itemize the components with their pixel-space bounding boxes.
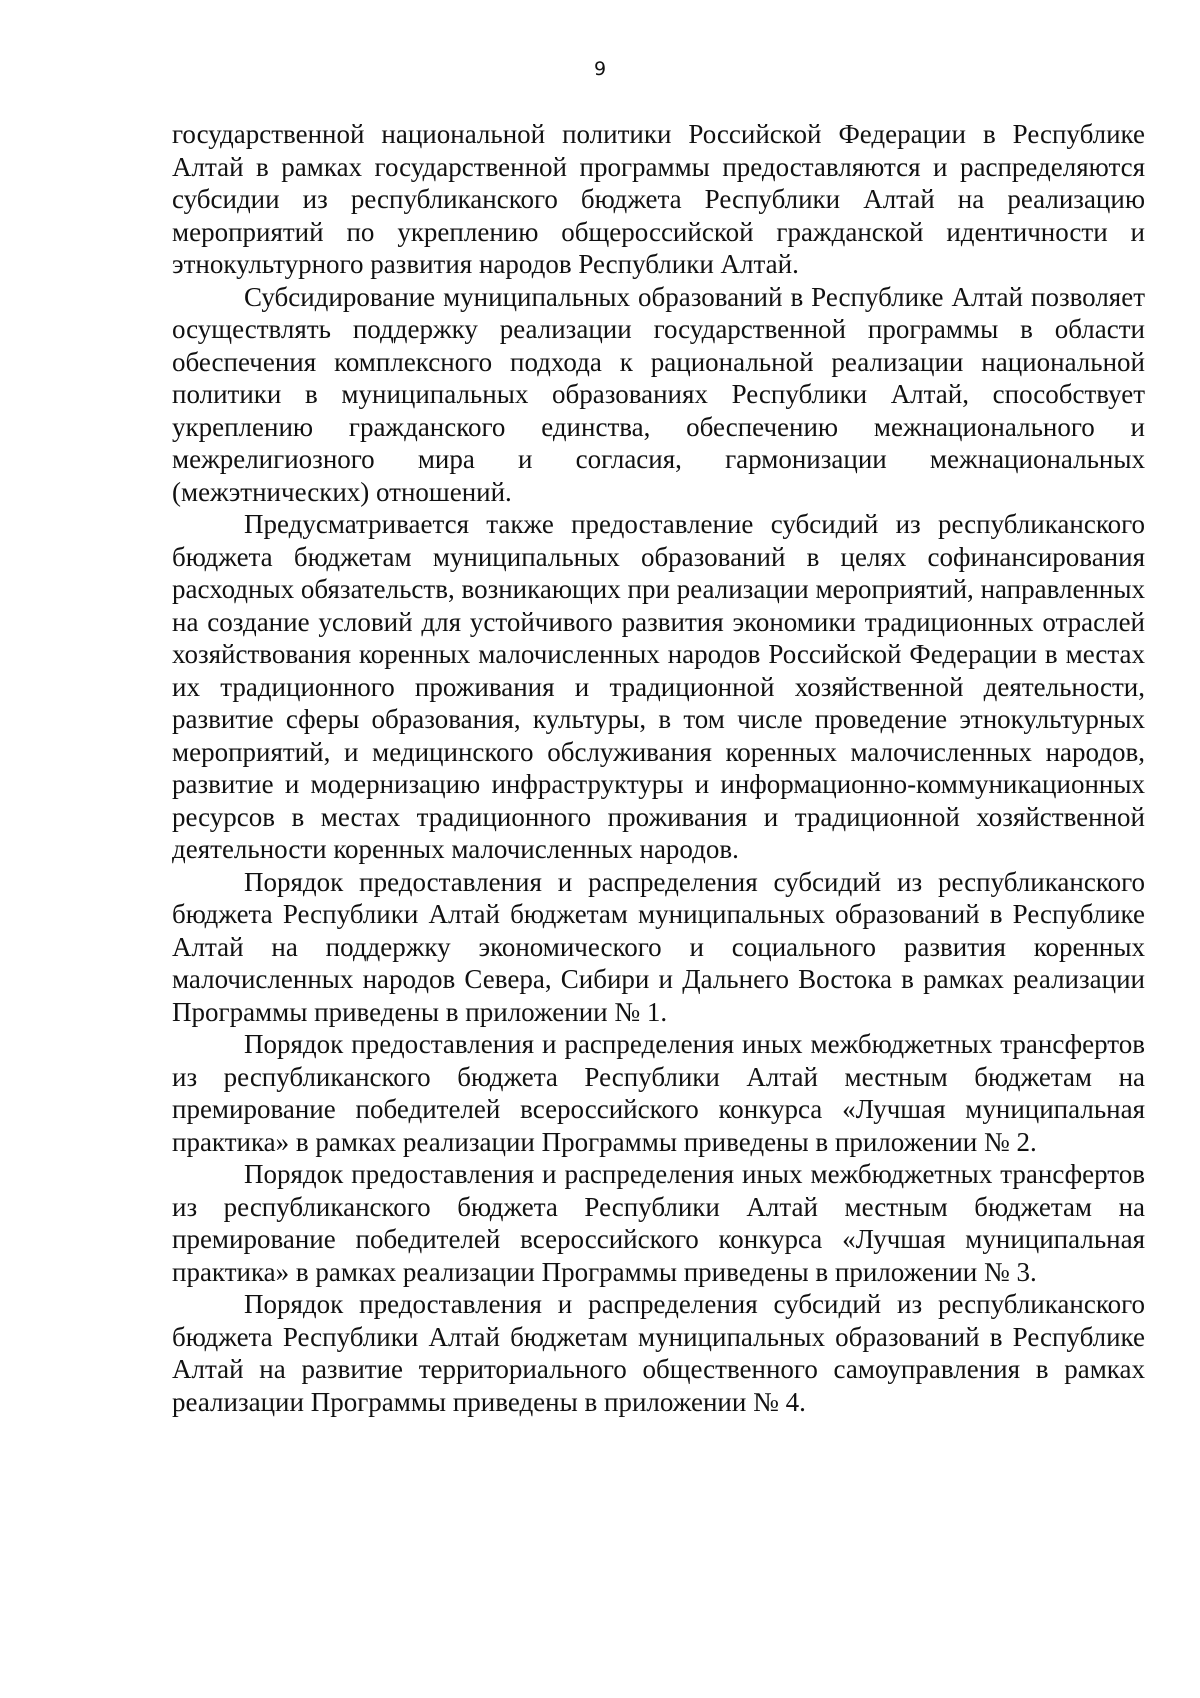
paragraph-4: Порядок предоставления и распределения субсидий из республиканского бюджета Республики Алтай бюджетам муниципальных образований в Республике Алтай на поддержку экономического и социального развития коренных малочисленных народов Севера, Сибири и Дальнего Востока в рамках реализации Программы приведены в приложении № 1. (172, 866, 1145, 1027)
page-number: 9 (593, 58, 607, 80)
paragraph-2: Субсидирование муниципальных образований в Республике Алтай позволяет осуществлять поддержку реализации государственной программы в области обеспечения комплексного подхода к рациональной реализации национальной политики в муниципальных образованиях Республики Алтай, способствует укреплению гражданского единства, обеспечению межнационального и межрелигиозного мира и согласия, гармонизации межнациональных (межэтнических) отношений. (172, 281, 1145, 507)
document-body (172, 118, 1145, 1418)
paragraph-3: Предусматривается также предоставление субсидий из республиканского бюджета бюджетам муниципальных образований в целях софинансирования расходных обязательств, возникающих при реализации мероприятий, направленных на создание условий для устойчивого развития экономики традиционных отраслей хозяйствования коренных малочисленных народов Российской Федерации в местах их традиционного проживания и традиционной хозяйственной деятельности, развитие сферы образования, культуры, в том числе проведение этнокультурных мероприятий, и медицинского обслуживания коренных малочисленных народов, развитие и модернизацию инфраструктуры и информационно-коммуникационных ресурсов в местах традиционного проживания и традиционной хозяйственной деятельности коренных малочисленных народов. (172, 509, 1145, 864)
paragraph-1: государственной национальной политики Российской Федерации в Республике Алтай в рамках государственной программы предоставляются и распределяются субсидии из республиканского бюджета Республики Алтай на реализацию мероприятий по укреплению общероссийской гражданской идентичности и этнокультурного развития народов Республики Алтай. (172, 119, 1145, 279)
paragraph-7: Порядок предоставления и распределения субсидий из республиканского бюджета Республики Алтай бюджетам муниципальных образований в Республике Алтай на развитие территориального общественного самоуправления в рамках реализации Программы приведены в приложении № 4. (172, 1289, 1145, 1417)
paragraph-5: Порядок предоставления и распределения иных межбюджетных трансфертов из республиканского бюджета Республики Алтай местным бюджетам на премирование победителей всероссийского конкурса «Лучшая муниципальная практика» в рамках реализации Программы приведены в приложении № 2. (172, 1029, 1145, 1157)
paragraph-6: Порядок предоставления и распределения иных межбюджетных трансфертов из республиканского бюджета Республики Алтай местным бюджетам на премирование победителей всероссийского конкурса «Лучшая муниципальная практика» в рамках реализации Программы приведены в приложении № 3. (172, 1159, 1145, 1287)
